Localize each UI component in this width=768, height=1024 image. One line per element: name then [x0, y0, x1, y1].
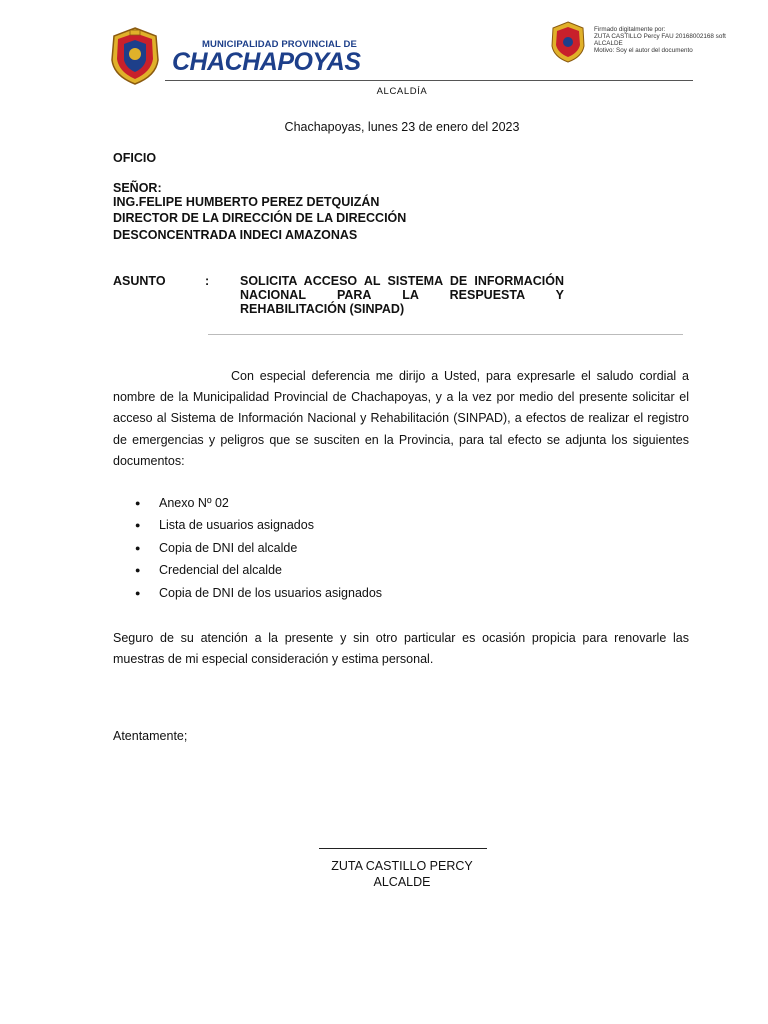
valediction: Atentamente;: [113, 729, 188, 743]
list-item: ● Copia de DNI del alcalde: [135, 541, 298, 555]
list-item: ● Anexo Nº 02: [135, 496, 229, 510]
org-name-small: MUNICIPALIDAD PROVINCIAL DE: [202, 39, 357, 50]
subject-line-1: SOLICITA ACCESO AL SISTEMA DE INFORMACIÓN: [240, 274, 564, 288]
date-line: Chachapoyas, lunes 23 de enero del 2023: [284, 120, 520, 134]
list-item: ● Lista de usuarios asignados: [135, 518, 314, 532]
recipient-salutation: SEÑOR:: [113, 181, 162, 195]
subject-label: ASUNTO: [113, 274, 166, 288]
attachment-label: Lista de usuarios asignados: [159, 518, 314, 532]
signer-name: ZUTA CASTILLO PERCY: [331, 859, 473, 873]
list-item: ● Credencial del alcalde: [135, 563, 282, 577]
recipient-title-1: DIRECTOR DE LA DIRECCIÓN DE LA DIRECCIÓN: [113, 211, 407, 225]
municipal-emblem-logo: [108, 26, 162, 86]
department-label: ALCALDÍA: [376, 86, 428, 97]
signature-seal-emblem: [548, 20, 588, 64]
attachment-label: Anexo Nº 02: [159, 496, 229, 510]
digital-signature-text: [594, 26, 744, 54]
attachment-label: Copia de DNI de los usuarios asignados: [159, 586, 383, 600]
body-paragraph-text: Con especial deferencia me dirijo a Usted, para expresarle el saludo cordial a nombre de la Municipalidad Provincial de Chachapoyas, y a la vez por medio del presente solicitar el acceso al Sistema de Información Nacional y Rehabilitación (SINPAD), a efectos de realizar el registro de emergencias y peligros que se susciten en la Provincia, para tal efecto se adjunta los siguientes documentos:: [113, 369, 689, 468]
attachment-label: Copia de DNI del alcalde: [159, 541, 298, 555]
subject-line-3: REHABILITACIÓN (SINPAD): [240, 302, 405, 316]
attachment-label: Credencial del alcalde: [159, 563, 282, 577]
signer-title: ALCALDE: [373, 875, 431, 889]
body-paragraph: [113, 366, 689, 472]
signature-line-2: ZUTA CASTILLO Percy FAU 20168002168 soft: [594, 33, 726, 40]
header-divider: [165, 80, 693, 81]
signature-line-4: Motivo: Soy el autor del documento: [594, 47, 693, 54]
recipient-title-2: DESCONCENTRADA INDECI AMAZONAS: [113, 228, 358, 242]
signature-line: [319, 848, 487, 849]
signature-line-1: Firmado digitalmente por:: [594, 26, 666, 33]
subject-line-2: NACIONAL PARA LA RESPUESTA Y: [240, 288, 564, 302]
recipient-name: ING.FELIPE HUMBERTO PEREZ DETQUIZÁN: [113, 195, 380, 209]
subject-colon: :: [205, 274, 210, 288]
list-item: ● Copia de DNI de los usuarios asignados: [135, 586, 383, 600]
signature-line-3: ALCALDE: [594, 40, 623, 47]
org-name-big: CHACHAPOYAS: [172, 48, 361, 76]
closing-paragraph: Seguro de su atención a la presente y sin otro particular es ocasión propicia para renovarle las muestras de mi especial consideración y estima personal.: [113, 631, 689, 667]
document-type: OFICIO: [113, 151, 157, 165]
subject-separator: [208, 334, 683, 335]
